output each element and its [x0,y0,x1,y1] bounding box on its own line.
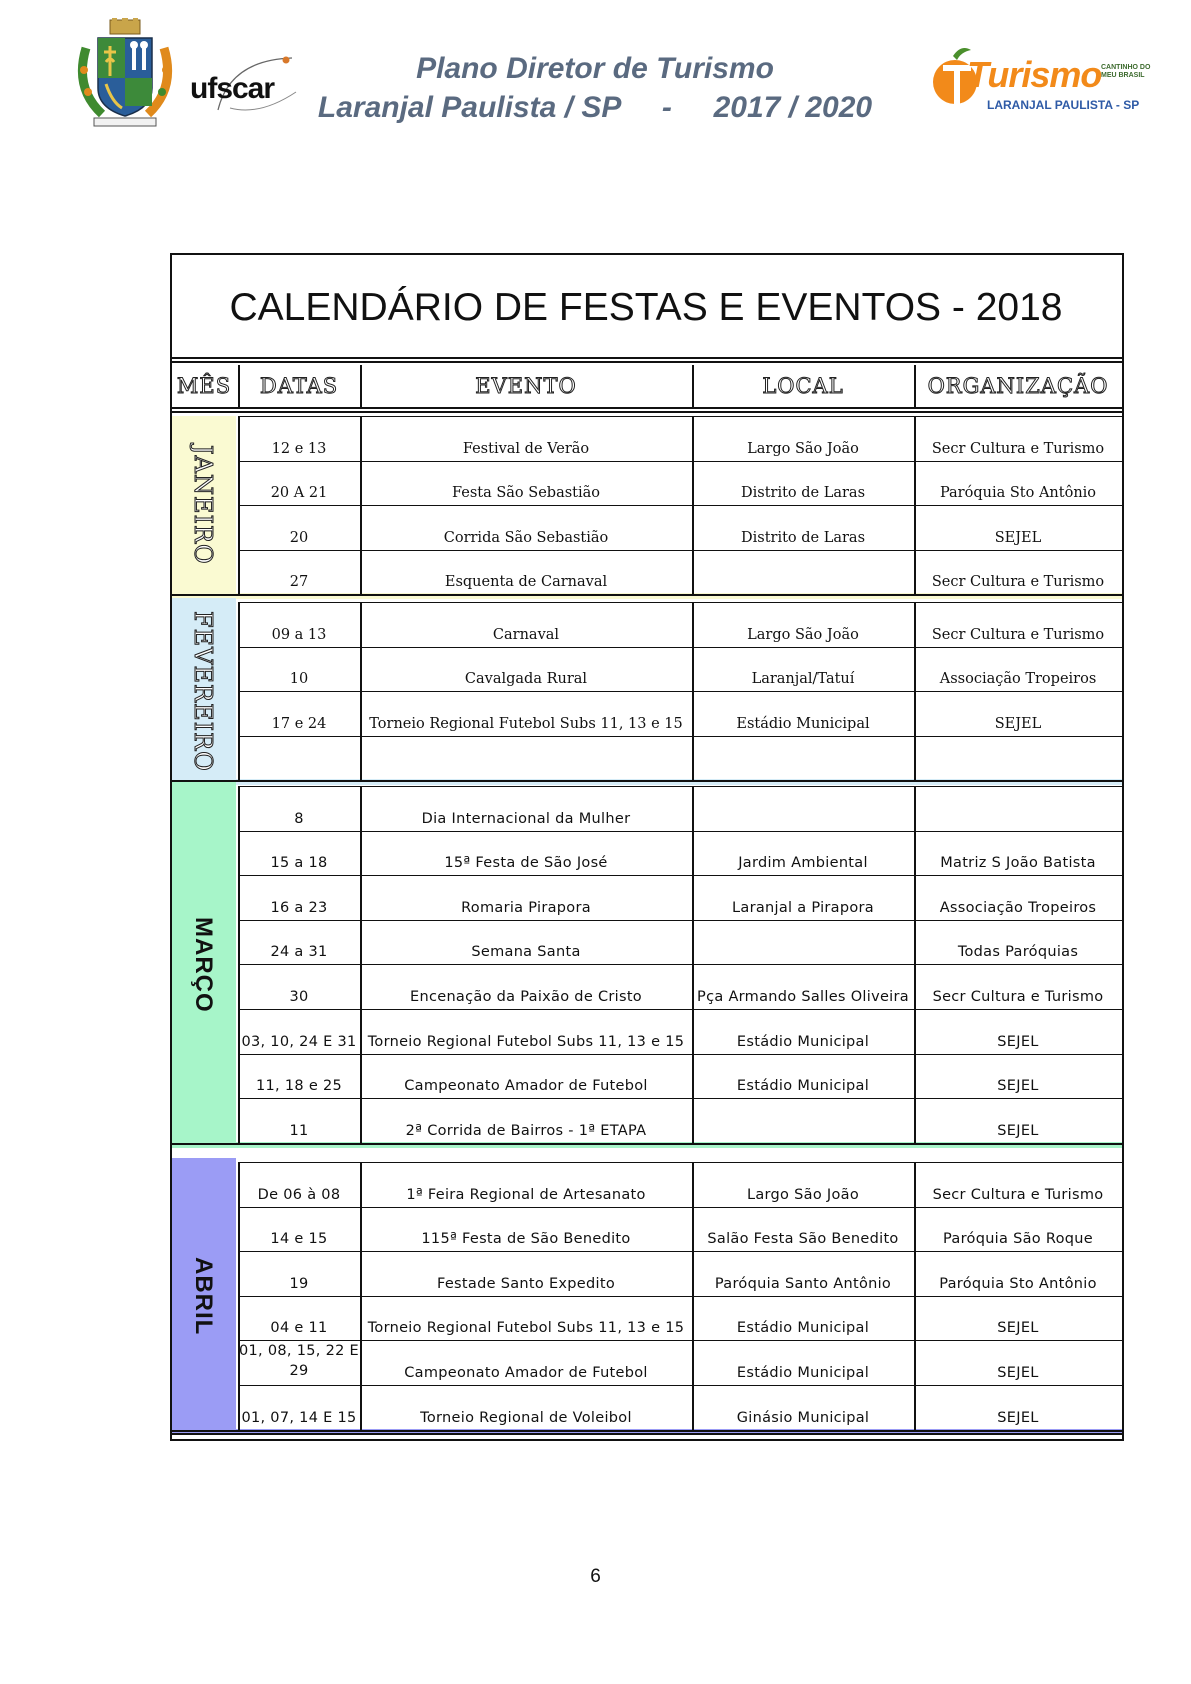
table-cell-dates: 17 e 24 [271,715,327,732]
document-title [300,50,890,128]
table-cell-local: Estádio Municipal [736,715,870,732]
table-cell-event: Torneio Regional Futebol Subs 11, 13 e 15 [367,1320,685,1337]
table-cell-event: Torneio Regional Futebol Subs 11, 13 e 15 [369,715,683,732]
turismo-logo [925,40,1155,120]
table-cell-local: Estádio Municipal [736,1320,870,1337]
calendar-border [170,253,1124,1441]
table-cell-local: Estádio Municipal [736,1078,870,1095]
table-cell-event: Torneio Regional Futebol Subs 11, 13 e 15 [367,1033,685,1050]
table-cell-org: Secr Cultura e Turismo [931,440,1105,457]
ufscar-logo-text: ufscar [190,72,275,105]
table-cell-org: SEJEL [997,1364,1039,1381]
municipal-crest-logo [72,18,178,130]
table-cell-dates: 03, 10, 24 E 31 [241,1033,357,1050]
table-cell-dates: 15 a 18 [270,855,328,872]
table-cell-event: Semana Santa [471,944,581,961]
events-calendar-table [170,253,1122,1439]
table-cell-dates: 30 [289,988,309,1005]
table-cell-local: Distrito de Laras [740,529,866,546]
table-cell-local: Largo São João [747,626,859,643]
table-cell-event: 2ª Corrida de Bairros - 1ª ETAPA [405,1122,647,1139]
table-cell-dates: 10 [289,671,309,688]
calendar-title: CALENDÁRIO DE FESTAS E EVENTOS - 2018 [229,286,1063,329]
table-cell-local: Salão Festa São Benedito [707,1231,899,1248]
table-cell-local: Laranjal/Tatuí [751,671,855,688]
table-cell-org: SEJEL [997,1078,1039,1095]
table-cell-event: Carnaval [492,626,560,643]
column-header-local: LOCAL [762,374,844,398]
table-cell-event: Campeonato Amador de Futebol [404,1364,648,1381]
turismo-logo-subtitle: LARANJAL PAULISTA - SP [987,98,1140,112]
table-cell-local: Estádio Municipal [736,1033,870,1050]
table-cell-event: 1ª Feira Regional de Artesanato [406,1186,646,1203]
table-cell-dates: 09 a 13 [271,626,327,643]
table-cell-org: Associação Tropeiros [939,899,1097,916]
table-cell-dates: 27 [289,574,309,591]
table-cell-local: Laranjal a Pirapora [732,899,874,916]
table-cell-event: 15ª Festa de São José [444,855,608,872]
column-header-month: MÊS [176,374,232,398]
table-cell-org: Paróquia Sto Antônio [939,485,1097,502]
table-cell-dates: 16 a 23 [270,899,328,916]
table-cell-dates: 14 e 15 [270,1231,328,1248]
table-cell-event: Corrida São Sebastião [443,529,609,546]
table-cell-org: SEJEL [994,715,1042,732]
table-cell-org: SEJEL [997,1409,1039,1426]
table-cell-org: SEJEL [997,1033,1039,1050]
table-cell-local: Paróquia Santo Antônio [714,1275,892,1292]
table-cell-org: Paróquia São Roque [943,1231,1093,1248]
column-header-dates: DATAS [259,374,339,398]
turismo-logo-tagline: CANTINHO DO MEU BRASIL [1101,64,1151,79]
table-cell-org: SEJEL [997,1122,1039,1139]
table-cell-dates: 11, 18 e 25 [255,1078,342,1095]
table-cell-dates: 12 e 13 [271,440,327,457]
table-cell-dates: 04 e 11 [270,1320,328,1337]
month-name: FEVEREIRO [189,610,217,772]
table-cell-org: Todas Paróquias [957,944,1079,961]
table-cell-org: Secr Cultura e Turismo [931,574,1105,591]
table-cell-local: Jardim Ambiental [738,855,868,872]
table-cell-event: Festa São Sebastião [451,485,600,502]
page-header [0,0,1191,140]
month-name: JANEIRO [189,445,217,566]
table-cell-event: Esquenta de Carnaval [444,574,608,591]
table-cell-event: Campeonato Amador de Futebol [404,1078,648,1095]
table-cell-local: Estádio Municipal [736,1364,870,1381]
table-cell-event: Dia Internacional da Mulher [421,810,631,827]
turismo-logo-word: Turismo [967,54,1102,95]
table-cell-dates: 01, 08, 15, 22 E 29 [238,1342,360,1379]
table-cell-event: Torneio Regional de Voleibol [420,1409,632,1426]
table-cell-dates: 20 A 21 [270,485,328,502]
table-cell-org: SEJEL [997,1320,1039,1337]
table-cell-org: Secr Cultura e Turismo [932,988,1104,1005]
table-cell-org: Secr Cultura e Turismo [931,626,1105,643]
table-cell-local: Ginásio Municipal [736,1409,870,1426]
column-header-event: EVENTO [475,374,577,398]
month-name: ABRIL [190,1256,217,1335]
table-cell-dates: 11 [289,1122,309,1139]
table-cell-org: Associação Tropeiros [939,671,1097,688]
table-cell-org: Paróquia Sto Antônio [939,1275,1097,1292]
table-cell-event: Festival de Verão [462,440,590,457]
table-cell-dates: De 06 à 08 [257,1186,341,1203]
ufscar-logo [190,52,300,122]
table-cell-dates: 24 a 31 [270,944,328,961]
table-cell-org: SEJEL [994,529,1042,546]
page-number: 6 [590,1566,601,1587]
table-cell-dates: 01, 07, 14 E 15 [241,1409,357,1426]
table-cell-local: Largo São João [746,1186,860,1203]
table-cell-event: 115ª Festa de São Benedito [421,1231,631,1248]
title-line-2: Laranjal Paulista / SP - 2017 / 2020 [317,91,873,124]
table-cell-event: Encenação da Paixão de Cristo [410,988,642,1005]
table-cell-local: Largo São João [747,440,859,457]
table-cell-org: Secr Cultura e Turismo [932,1186,1104,1203]
table-cell-event: Festade Santo Expedito [436,1275,616,1292]
table-cell-dates: 20 [289,529,309,546]
month-name: MARÇO [190,916,217,1013]
table-cell-event: Romaria Pirapora [461,899,591,916]
table-cell-local: Pça Armando Salles Oliveira [697,988,909,1005]
table-cell-dates: 8 [294,810,304,827]
table-cell-org: Matriz S João Batista [940,855,1096,872]
table-cell-dates: 19 [289,1275,309,1292]
table-cell-local: Distrito de Laras [740,485,866,502]
title-line-1: Plano Diretor de Turismo [416,52,774,85]
column-header-organization: ORGANIZAÇÃO [927,374,1109,398]
table-cell-event: Cavalgada Rural [464,671,588,688]
